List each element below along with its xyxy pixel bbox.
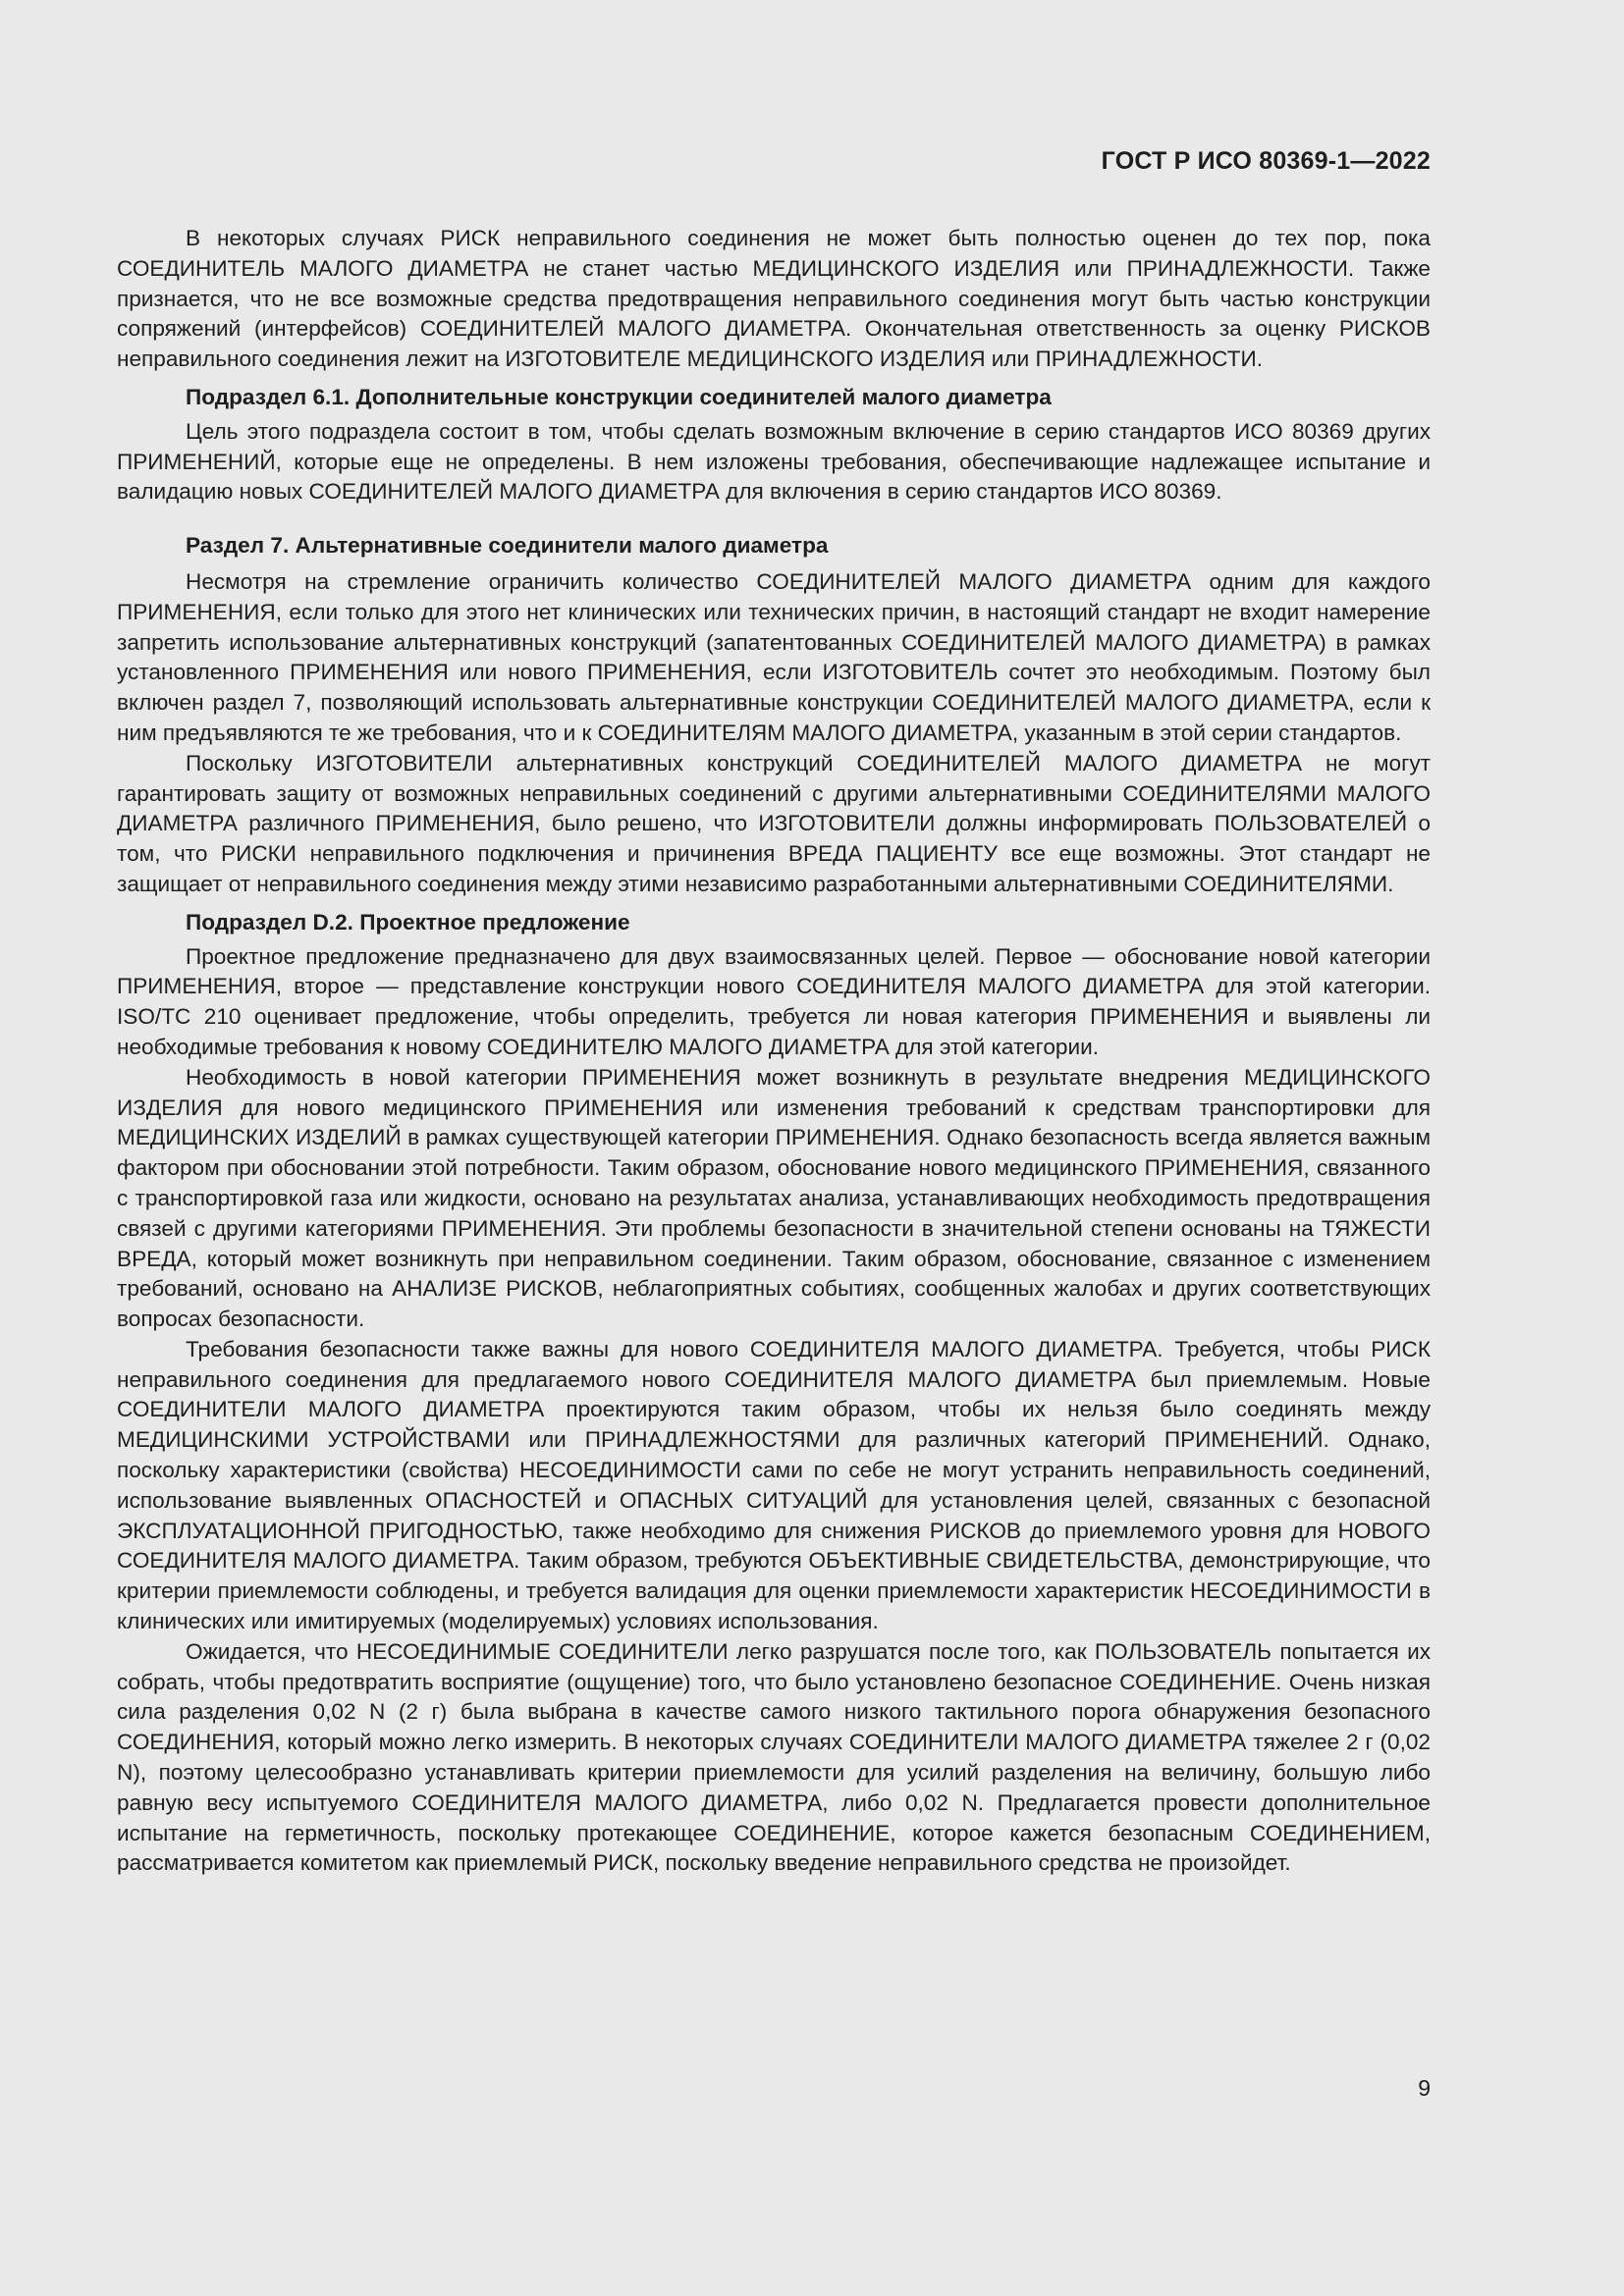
document-header: ГОСТ Р ИСО 80369-1—2022: [1101, 147, 1431, 175]
section-7-paragraph-2: Поскольку ИЗГОТОВИТЕЛИ альтернативных конструкций СОЕДИНИТЕЛЕЙ МАЛОГО ДИАМЕТРА не могут гарантировать защиту от возможных неправильных соединений с другими альтернативными СОЕДИНИТЕЛЯМИ МАЛОГО ДИАМЕТРА различного ПРИМЕНЕНИЯ, было решено, что ИЗГОТОВИТЕЛИ должны информировать ПОЛЬЗОВАТЕЛЕЙ о том, что РИСКИ неправильного подключения и причинения ВРЕДА ПАЦИЕНТУ все еще возможны. Этот стандарт не защищает от неправильного соединения между этими независимо разработанными альтернативными СОЕДИНИТЕЛЯМИ.: [117, 750, 1431, 896]
document-body: [117, 224, 1431, 1879]
section-d-2-paragraph-4: Ожидается, что НЕСОЕДИНИМЫЕ СОЕДИНИТЕЛИ легко разрушатся после того, как ПОЛЬЗОВАТЕЛЬ попытается их собрать, чтобы предотвратить восприятие (ощущение) того, что было установлено безопасное СОЕДИНЕНИЕ. Очень низкая сила разделения 0,02 N (2 г) была выбрана в качестве самого низкого тактильного порога обнаружения безопасного СОЕДИНЕНИЯ, который можно легко измерить. В некоторых случаях СОЕДИНИТЕЛИ МАЛОГО ДИАМЕТРА тяжелее 2 г (0,02 N), поэтому целесообразно устанавливать критерии приемлемости для усилий разделения на величину, большую либо равную весу испытуемого СОЕДИНИТЕЛЯ МАЛОГО ДИАМЕТРА, либо 0,02 N. Предлагается провести дополнительное испытание на герметичность, поскольку протекающее СОЕДИНЕНИЕ, которое кажется безопасным СОЕДИНЕНИЕМ, рассматривается комитетом как приемлемый РИСК, поскольку введение неправильного средства не произойдет.: [117, 1638, 1431, 1876]
section-d-2-paragraph-2: Необходимость в новой категории ПРИМЕНЕНИЯ может возникнуть в результате внедрения МЕДИЦИНСКОГО ИЗДЕЛИЯ для нового медицинского ПРИМЕНЕНИЯ или изменения требований к средствам транспортировки для МЕДИЦИНСКИХ ИЗДЕЛИЙ в рамках существующей категории ПРИМЕНЕНИЯ. Однако безопасность всегда является важным фактором при обосновании этой потребности. Таким образом, обоснование нового медицинского ПРИМЕНЕНИЯ, связанного с транспортировкой газа или жидкости, основано на результатах анализа, устанавливающих необходимость предотвращения связей с другими категориями ПРИМЕНЕНИЯ. Эти проблемы безопасности в значительной степени основаны на ТЯЖЕСТИ ВРЕДА, который может возникнуть при неправильном соединении. Таким образом, обоснование, связанное с изменением требований, основано на АНАЛИЗЕ РИСКОВ, неблагоприятных событиях, сообщенных жалобах и других соответствующих вопросах безопасности.: [117, 1064, 1431, 1332]
page-number: 9: [1418, 2075, 1431, 2101]
section-d-2-heading: Подраздел D.2. Проектное предложение: [186, 909, 630, 934]
section-d-2-paragraph-1: Проектное предложение предназначено для двух взаимосвязанных целей. Первое — обоснование новой категории ПРИМЕНЕНИЯ, второе — представление конструкции нового СОЕДИНИТЕЛЯ МАЛОГО ДИАМЕТРА для этой категории. ISO/TC 210 оценивает предложение, чтобы определить, требуется ли новая категория ПРИМЕНЕНИЯ и выявлены ли необходимые требования к новому СОЕДИНИТЕЛЮ МАЛОГО ДИАМЕТРА для этой категории.: [117, 943, 1431, 1059]
section-6-1-heading: Подраздел 6.1. Дополнительные конструкции соединителей малого диаметра: [186, 384, 1052, 409]
section-7-heading: Раздел 7. Альтернативные соединители малого диаметра: [186, 533, 829, 559]
section-7-paragraph-1: Несмотря на стремление ограничить количество СОЕДИНИТЕЛЕЙ МАЛОГО ДИАМЕТРА одним для каждого ПРИМЕНЕНИЯ, если только для этого нет клинических или технических причин, в настоящий стандарт не входит намерение запретить использование альтернативных конструкций (запатентованных СОЕДИНИТЕЛЕЙ МАЛОГО ДИАМЕТРА) в рамках установленного ПРИМЕНЕНИЯ или нового ПРИМЕНЕНИЯ, если ИЗГОТОВИТЕЛЬ сочтет это необходимым. Поэтому был включен раздел 7, позволяющий использовать альтернативные конструкции СОЕДИНИТЕЛЕЙ МАЛОГО ДИАМЕТРА, если к ним предъявляются те же требования, что и к СОЕДИНИТЕЛЯМ МАЛОГО ДИАМЕТРА, указанным в этой серии стандартов.: [117, 568, 1431, 745]
intro-paragraph: В некоторых случаях РИСК неправильного соединения не может быть полностью оценен до тех пор, пока СОЕДИНИТЕЛЬ МАЛОГО ДИАМЕТРА не станет частью МЕДИЦИНСКОГО ИЗДЕЛИЯ или ПРИНАДЛЕЖНОСТИ. Также признается, что не все возможные средства предотвращения неправильного соединения могут быть частью конструкции сопряжений (интерфейсов) СОЕДИНИТЕЛЕЙ МАЛОГО ДИАМЕТРА. Окончательная ответственность за оценку РИСКОВ неправильного соединения лежит на ИЗГОТОВИТЕЛЕ МЕДИЦИНСКОГО ИЗДЕЛИЯ или ПРИНАДЛЕЖНОСТИ.: [117, 226, 1431, 372]
section-d-2-paragraph-3: Требования безопасности также важны для нового СОЕДИНИТЕЛЯ МАЛОГО ДИАМЕТРА. Требуется, чтобы РИСК неправильного соединения для предлагаемого нового СОЕДИНИТЕЛЯ МАЛОГО ДИАМЕТРА был приемлемым. Новые СОЕДИНИТЕЛИ МАЛОГО ДИАМЕТРА проектируются таким образом, чтобы их нельзя было соединять между МЕДИЦИНСКИМИ УСТРОЙСТВАМИ или ПРИНАДЛЕЖНОСТЯМИ для различных категорий ПРИМЕНЕНИЙ. Однако, поскольку характеристики (свойства) НЕСОЕДИНИМОСТИ сами по себе не могут устранить неправильность соединений, использование выявленных ОПАСНОСТЕЙ и ОПАСНЫХ СИТУАЦИЙ для установления целей, связанных с безопасной ЭКСПЛУАТАЦИОННОЙ ПРИГОДНОСТЬЮ, также необходимо для снижения РИСКОВ до приемлемого уровня для НОВОГО СОЕДИНИТЕЛЯ МАЛОГО ДИАМЕТРА. Таким образом, требуются ОБЪЕКТИВНЫЕ СВИДЕТЕЛЬСТВА, демонстрирующие, что критерии приемлемости соблюдены, и требуется валидация для оценки приемлемости характеристик НЕСОЕДИНИМОСТИ в клинических или имитируемых (моделируемых) условиях использования.: [117, 1336, 1431, 1634]
section-6-1-paragraph: Цель этого подраздела состоит в том, чтобы сделать возможным включение в серию стандартов ИСО 80369 других ПРИМЕНЕНИЙ, которые еще не определены. В нем изложены требования, обеспечивающие надлежащее испытание и валидацию новых СОЕДИНИТЕЛЕЙ МАЛОГО ДИАМЕТРА для включения в серию стандартов ИСО 80369.: [117, 418, 1431, 505]
